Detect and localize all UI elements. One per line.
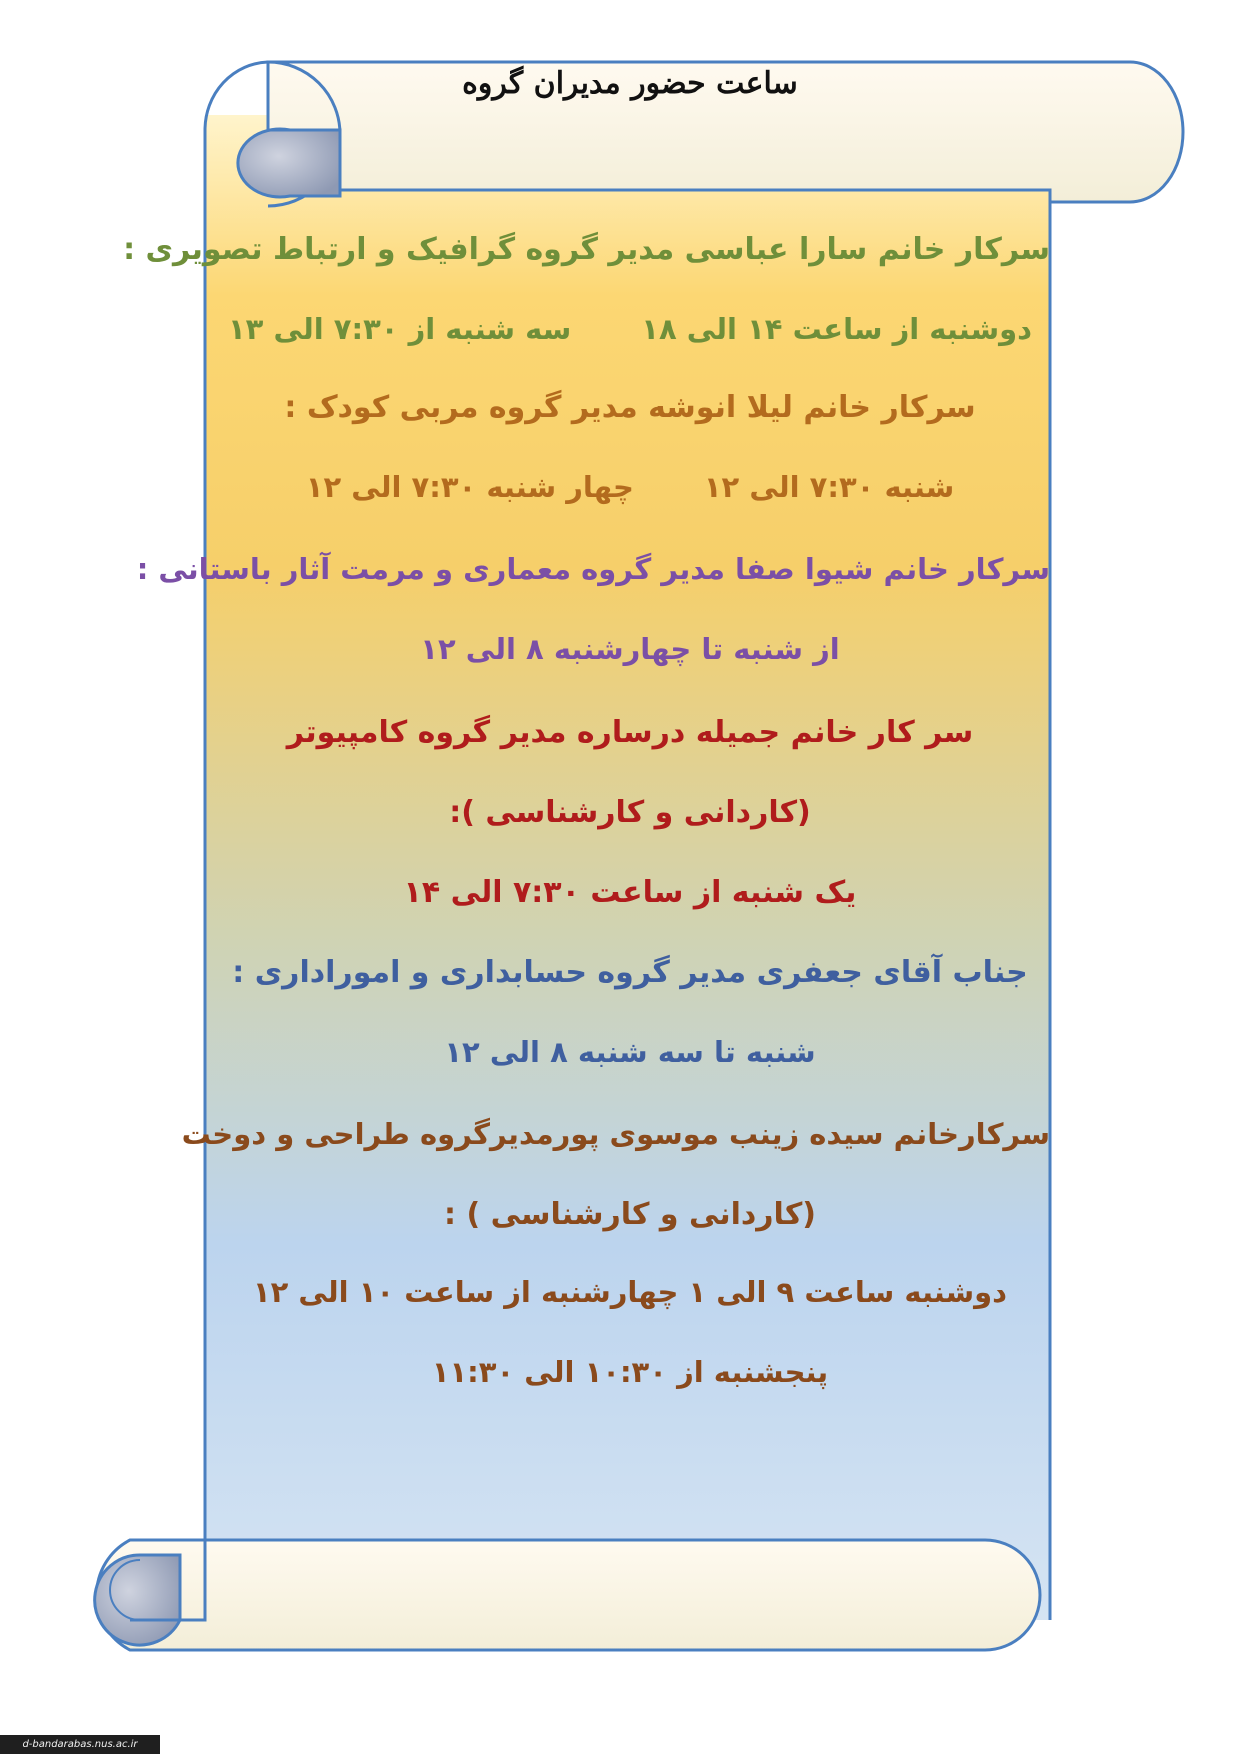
manager-5-heading: جناب آقای جعفری مدیر گروه حسابداری و اموراداری : — [232, 955, 1028, 990]
page-title: ساعت حضور مدیران گروه — [462, 66, 798, 101]
manager-3-heading: سرکار خانم شیوا صفا مدیر گروه معماری و مرمت آثار باستانی : — [136, 552, 1050, 586]
manager-2-heading: سرکار خانم لیلا انوشه مدیر گروه مربی کودک : — [284, 390, 976, 425]
manager-1-schedule-a: دوشنبه از ساعت ۱۴ الی ۱۸ — [641, 312, 1032, 346]
manager-4-subheading: (کاردانی و کارشناسی ): — [449, 795, 811, 830]
manager-4-heading: سر کار خانم جمیله درساره مدیر گروه کامپیوتر — [286, 715, 974, 750]
manager-2-schedule — [210, 470, 1050, 504]
manager-6-schedule-2: پنجشنبه از ۱۰:۳۰ الی ۱۱:۳۰ — [431, 1355, 829, 1389]
manager-4-schedule: یک شنبه از ساعت ۷:۳۰ الی ۱۴ — [403, 875, 857, 910]
manager-2-schedule-a: شنبه ۷:۳۰ الی ۱۲ — [703, 470, 955, 504]
scroll-top-curl — [238, 129, 340, 197]
source-watermark: d-bandarabas.nus.ac.ir — [0, 1735, 160, 1754]
manager-1-schedule-b: سه شنبه از ۷:۳۰ الی ۱۳ — [227, 312, 572, 346]
manager-2-schedule-b: چهار شنبه ۷:۳۰ الی ۱۲ — [305, 470, 634, 504]
manager-6-subheading: (کاردانی و کارشناسی ) : — [444, 1197, 816, 1232]
manager-1-schedule — [210, 312, 1050, 346]
manager-3-schedule: از شنبه تا چهارشنبه ۸ الی ۱۲ — [420, 632, 840, 666]
scroll-bottom-curl — [95, 1555, 180, 1645]
manager-1-heading: سرکار خانم سارا عباسی مدیر گروه گرافیک و ارتباط تصویری : — [123, 232, 1050, 267]
scroll-bottom-roll — [97, 1540, 1040, 1650]
manager-6-heading: سرکارخانم سیده زینب موسوی پورمدیرگروه طراحی و دوخت — [181, 1117, 1050, 1151]
manager-6-schedule: دوشنبه ساعت ۹ الی ۱ چهارشنبه از ساعت ۱۰ الی ۱۲ — [252, 1275, 1008, 1309]
manager-5-schedule: شنبه تا سه شنبه ۸ الی ۱۲ — [444, 1035, 816, 1069]
